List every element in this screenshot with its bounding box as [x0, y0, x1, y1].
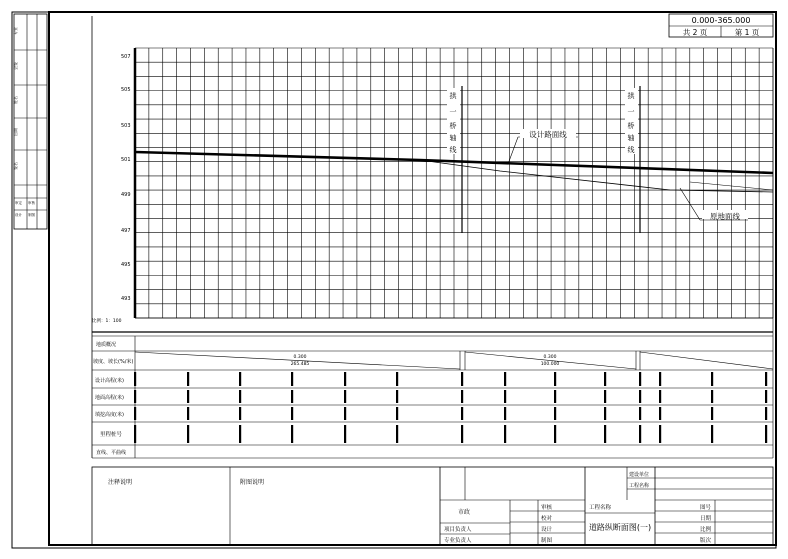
slope2-top: 0.300: [543, 355, 557, 360]
marker1-char-1: 一: [449, 108, 457, 116]
row-label-geology: 地质概况: [96, 342, 117, 348]
strip-text-1: 会签: [13, 62, 18, 70]
station-tick-mark: [765, 425, 767, 443]
station-tick-mark: [187, 407, 189, 420]
y-label-503: 503: [121, 123, 131, 129]
marker2-char-3: 轴: [627, 134, 635, 142]
project-name-label: 工程名称: [589, 505, 612, 511]
station-tick-mark: [239, 407, 241, 420]
strip-text-2: 姓名: [13, 96, 18, 104]
row-label-slope: 坡度、坡长(%/米): [93, 359, 134, 365]
station-tick-mark: [504, 425, 506, 443]
station-tick-mark: [554, 372, 556, 386]
station-tick-mark: [765, 390, 767, 403]
station-tick-mark: [461, 407, 463, 420]
scale-note: 比例：1：100: [92, 319, 122, 324]
marker1-char-3: 轴: [449, 134, 457, 142]
row-label-ground-elev: 地面高程(米): [95, 395, 124, 401]
station-tick-mark: [461, 390, 463, 403]
station-tick-mark: [604, 425, 606, 443]
station-tick-mark: [239, 372, 241, 386]
station-tick-mark: [291, 407, 293, 420]
range-text: 0.000-365.000: [691, 16, 751, 25]
station-tick-mark: [711, 390, 713, 403]
station-tick-mark: [504, 372, 506, 386]
total-pages-text: 共 2 页: [682, 28, 708, 37]
station-tick-mark: [554, 407, 556, 420]
role-design: 设计: [541, 527, 553, 533]
station-tick-mark: [659, 425, 661, 443]
bridge-marker-1: [447, 86, 462, 233]
drawing-title: 道路纵断面图(一): [588, 523, 652, 532]
station-tick-mark: [134, 425, 136, 443]
notes-label: 注释说明: [108, 479, 133, 486]
station-tick-mark: [344, 425, 346, 443]
role-draw: 制图: [541, 538, 553, 544]
station-tick-mark: [659, 372, 661, 386]
title-block: [440, 467, 773, 545]
org-label: 市政: [458, 509, 471, 516]
row-label-cut-fill: 填挖高度(米): [95, 412, 124, 418]
station-tick-mark: [344, 390, 346, 403]
station-tick-mark: [554, 425, 556, 443]
page-info-box: [669, 14, 773, 37]
y-axis-labels: [121, 54, 131, 302]
left-sign-strip: [12, 14, 47, 229]
right-label-3: 日期: [700, 516, 712, 522]
station-tick-mark: [711, 425, 713, 443]
spec-leader-label: 专业负责人: [444, 538, 472, 544]
project-leader-label: 项目负责人: [444, 527, 472, 533]
right-label-1: 工程名称: [629, 483, 650, 489]
row-label-station: 里程桩号: [100, 432, 123, 438]
design-line-callout: [508, 129, 578, 164]
station-tick-mark: [659, 390, 661, 403]
station-tick-mark: [134, 372, 136, 386]
station-tick-mark: [187, 425, 189, 443]
station-tick-mark: [187, 372, 189, 386]
station-tick-mark: [659, 407, 661, 420]
strip-text-5: 审定: [15, 201, 22, 205]
station-tick-mark: [134, 390, 136, 403]
station-tick-mark: [639, 425, 641, 443]
strip-text-4: 签名: [13, 162, 18, 170]
strip-text-7: 设计: [15, 213, 22, 217]
station-tick-mark: [639, 372, 641, 386]
strip-text-3: 日期: [13, 128, 18, 136]
station-tick-mark: [239, 390, 241, 403]
right-label-4: 比例: [700, 527, 712, 533]
marker1-char-0: 拱: [449, 92, 457, 100]
station-tick-mark: [765, 407, 767, 420]
marker1-char-4: 线: [449, 146, 457, 154]
slope1-top: 0.300: [293, 355, 307, 360]
role-check: 校对: [541, 516, 553, 522]
station-tick-mark: [344, 407, 346, 420]
station-tick-mark: [504, 407, 506, 420]
slope2-bottom: 100.000: [540, 362, 560, 367]
station-tick-mark: [396, 407, 398, 420]
remarks-label: 附图说明: [240, 479, 265, 486]
station-tick-mark: [291, 390, 293, 403]
station-tick-mark: [291, 425, 293, 443]
strip-text-8: 制图: [28, 213, 35, 217]
station-tick-mark: [396, 425, 398, 443]
ground-line-label: 原地面线: [710, 212, 740, 221]
marker2-char-4: 线: [627, 146, 635, 154]
role-review: 审核: [541, 505, 553, 511]
station-tick-mark: [239, 425, 241, 443]
station-tick-mark: [554, 390, 556, 403]
page-no-text: 第 1 页: [734, 28, 760, 37]
row-label-design-elev: 设计高程(米): [95, 378, 124, 384]
marker1-char-2: 桥: [449, 122, 457, 130]
station-tick-mark: [711, 407, 713, 420]
station-tick-mark: [504, 390, 506, 403]
row-label-curve: 直线、平曲线: [96, 450, 127, 456]
station-tick-mark: [604, 390, 606, 403]
station-tick-mark: [291, 372, 293, 386]
y-label-499: 499: [121, 192, 131, 198]
design-line-label: 设计路面线: [529, 130, 567, 139]
y-label-497: 497: [121, 228, 131, 234]
profile-data-table: [92, 16, 773, 458]
station-tick-mark: [461, 425, 463, 443]
station-tick-mark: [344, 372, 346, 386]
y-label-507: 507: [121, 54, 131, 60]
station-tick-mark: [134, 407, 136, 420]
slope1-bottom: 265.485: [290, 362, 310, 367]
right-label-2: 图号: [700, 505, 712, 511]
station-tick-mark: [461, 372, 463, 386]
y-label-493: 493: [121, 296, 131, 302]
station-tick-mark: [396, 390, 398, 403]
y-label-495: 495: [121, 262, 131, 268]
strip-text-6: 审核: [28, 201, 35, 205]
station-ticks: [134, 372, 767, 443]
marker2-char-0: 拱: [627, 92, 635, 100]
y-label-501: 501: [121, 157, 131, 163]
station-tick-mark: [604, 407, 606, 420]
station-tick-mark: [396, 372, 398, 386]
station-tick-mark: [187, 390, 189, 403]
marker2-char-1: 一: [627, 108, 635, 116]
station-tick-mark: [765, 372, 767, 386]
y-label-505: 505: [121, 87, 131, 93]
right-label-5: 版次: [700, 538, 712, 544]
station-tick-mark: [711, 372, 713, 386]
right-label-0: 建设单位: [629, 472, 650, 478]
station-tick-mark: [639, 407, 641, 420]
station-tick-mark: [604, 372, 606, 386]
bridge-marker-2: [625, 86, 640, 233]
marker2-char-2: 桥: [627, 122, 635, 130]
station-tick-mark: [639, 390, 641, 403]
strip-text-0: 专业: [13, 27, 18, 35]
